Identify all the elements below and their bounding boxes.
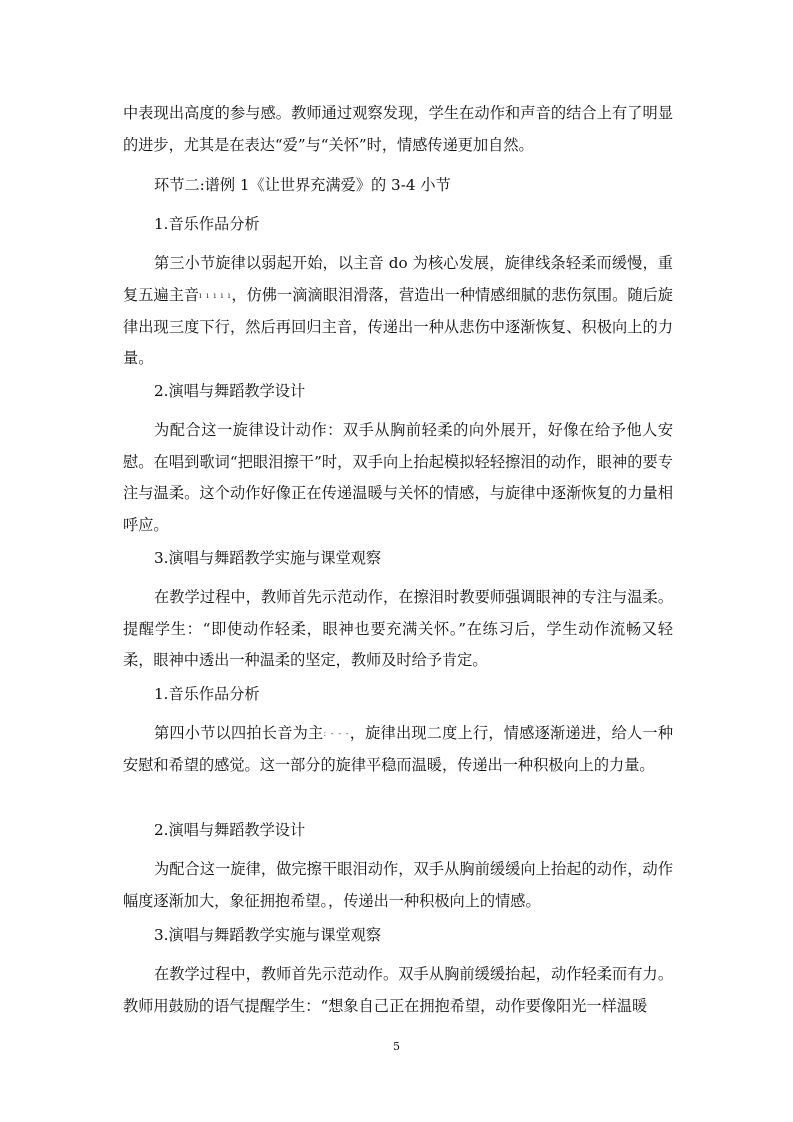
- subheading-music-analysis-2: 1.音乐作品分析: [154, 685, 260, 703]
- paragraph-bar-four-analysis: 第四小节以四拍长音为主ː - - -，旋律出现二度上行，情感逐渐递进，给人一种安慰和希望的感觉。这一部分的旋律平稳而温暖，传递出一种积极向上的力量。: [123, 724, 674, 774]
- paragraph-teaching-design-2: 为配合这一旋律，做完擦干眼泪动作，双手从胸前缓缓向上抬起的动作，动作幅度逐渐加大，象征拥抱希望。，传递出一种积极向上的情感。: [123, 860, 673, 910]
- subheading-teaching-design: 2.演唱与舞蹈教学设计: [154, 382, 306, 400]
- subheading-teaching-design-2: 2.演唱与舞蹈教学设计: [154, 821, 306, 839]
- paragraph-implementation: 在教学过程中，教师首先示范动作，在擦泪时教要师强调眼神的专注与温柔。提醒学生：“即使动作轻柔，眼神也要充满关怀。”在练习后，学生动作流畅又轻柔，眼神中透出一种温柔的坚定，教师及时给予肯定。: [123, 588, 673, 670]
- paragraph-bar-three-analysis: 第三小节旋律以弱起开始，以主音 do 为核心发展，旋律线条轻柔而缓慢，重复五遍主音ı ı ı ı ı，仿佛一滴滴眼泪滑落，营造出一种情感细腻的悲伤氛围。随后旋律出现三度下行，然后再回归主音，传递出一种从悲伤中逐渐恢复、积极向上的力量。: [123, 254, 673, 368]
- paragraph-implementation-2: 在教学过程中，教师首先示范动作。双手从胸前缓缓抬起，动作轻柔而有力。教师用鼓励的语气提醒学生：“想象自己正在拥抱希望，动作要像阳光一样温暖: [123, 965, 673, 1015]
- music-notation-dashes: ː - - -: [323, 729, 350, 739]
- page-number: 5: [393, 1040, 400, 1053]
- subheading-implementation: 3.演唱与舞蹈教学实施与课堂观察: [154, 549, 382, 567]
- paragraph-teaching-design: 为配合这一旋律设计动作：双手从胸前轻柔的向外展开，好像在给予他人安慰。在唱到歌词“把眼泪擦干”时，双手向上抬起模拟轻轻擦泪的动作，眼神的要专注与温柔。这个动作好像正在传递温暖与关怀的情感，与旋律中逐渐恢复的力量相呼应。: [123, 421, 673, 535]
- subheading-music-analysis: 1.音乐作品分析: [154, 215, 260, 233]
- music-notation-glyphs: ı ı ı ı ı: [199, 290, 232, 300]
- paragraph-continuation: 中表现出高度的参与感。教师通过观察发现，学生在动作和声音的结合上有了明显的进步，尤其是在表达“爱”与“关怀”时，情感传递更加自然。: [123, 104, 673, 154]
- section-heading-part-two: 环节二:谱例 1《让世界充满爱》的 3-4 小节: [154, 176, 451, 194]
- subheading-implementation-2: 3.演唱与舞蹈教学实施与课堂观察: [154, 926, 382, 944]
